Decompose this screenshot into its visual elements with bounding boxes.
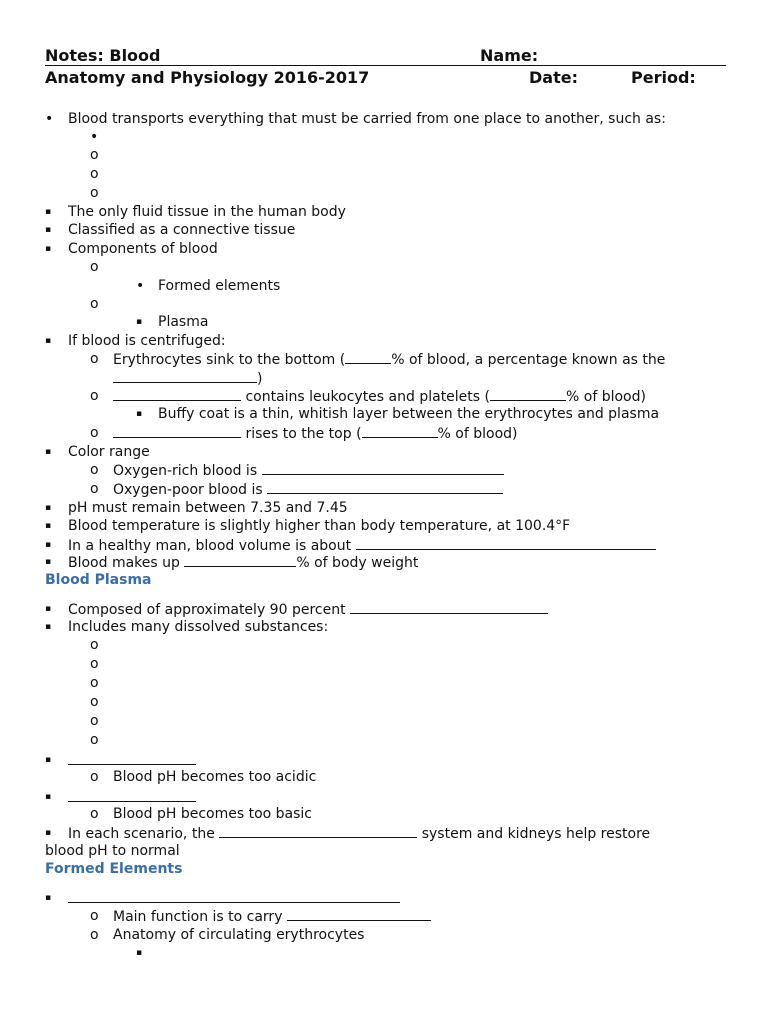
temperature-text: Blood temperature is slightly higher than body temperature, at 100.4°F xyxy=(68,518,571,534)
bullet-circle: o xyxy=(90,927,99,943)
oxygen-poor-line xyxy=(113,480,503,499)
bullet-square: ▪ xyxy=(45,521,52,531)
hematocrit-line xyxy=(113,369,262,388)
bullet-circle: o xyxy=(90,462,99,478)
bullet-circle: o xyxy=(90,694,99,710)
anatomy-text: Anatomy of circulating erythrocytes xyxy=(113,927,365,943)
bullet-square: ▪ xyxy=(45,207,52,217)
formed-elements-heading: Formed Elements xyxy=(45,861,183,877)
bullet-circle: o xyxy=(90,713,99,729)
bullet-square: ▪ xyxy=(45,557,52,567)
fluid-tissue-text: The only fluid tissue in the human body xyxy=(68,204,346,220)
respiratory-blank[interactable] xyxy=(219,824,417,838)
notes-title: Notes: Blood xyxy=(45,46,161,65)
oxygen-poor-blank[interactable] xyxy=(267,480,503,494)
rises-text-2: % of blood) xyxy=(437,426,518,442)
acidic-text: Blood pH becomes too acidic xyxy=(113,769,317,785)
header-underline xyxy=(45,65,726,66)
carry-line xyxy=(113,907,431,926)
erythrocytes-text-2: % of blood, a percentage known as the xyxy=(391,352,666,368)
bullet-square: ▪ xyxy=(136,948,143,958)
body-weight-line xyxy=(68,553,418,572)
course-title: Anatomy and Physiology 2016-2017 xyxy=(45,68,370,87)
erythrocytes-line xyxy=(113,350,665,369)
percent-blank[interactable] xyxy=(490,387,566,401)
centrifuged-text: If blood is centrifuged: xyxy=(68,333,226,349)
close-paren: ) xyxy=(257,371,263,387)
bullet-square: ▪ xyxy=(45,225,52,235)
bullet-square: ▪ xyxy=(136,409,143,419)
ph-text: pH must remain between 7.35 and 7.45 xyxy=(68,500,348,516)
erythrocytes-heading-line xyxy=(68,889,400,908)
bullet-dot: • xyxy=(136,278,145,294)
bullet-circle: o xyxy=(90,351,99,367)
oxygen-rich-line xyxy=(113,461,504,480)
bullet-circle: o xyxy=(90,908,99,924)
erythrocytes-blank[interactable] xyxy=(68,889,400,903)
bullet-square: ▪ xyxy=(45,244,52,254)
oxygen-poor-text: Oxygen-poor blood is xyxy=(113,482,263,498)
bullet-square: ▪ xyxy=(45,604,52,614)
oxygen-rich-text: Oxygen-rich blood is xyxy=(113,463,258,479)
percent-blank[interactable] xyxy=(184,553,296,567)
oxygen-rich-blank[interactable] xyxy=(262,461,504,475)
bullet-circle: o xyxy=(90,637,99,653)
period-label: Period: xyxy=(631,68,696,87)
body-weight-text: Blood makes up xyxy=(68,555,180,571)
leukocytes-text: contains leukocytes and platelets ( xyxy=(245,389,490,405)
bullet-square: ▪ xyxy=(45,893,52,903)
water-blank[interactable] xyxy=(350,600,548,614)
bullet-square: ▪ xyxy=(45,755,52,765)
percent-blank[interactable] xyxy=(345,350,391,364)
volume-blank[interactable] xyxy=(356,536,656,550)
name-label: Name: xyxy=(480,46,539,65)
bullet-circle: o xyxy=(90,296,99,312)
bullet-circle: o xyxy=(90,481,99,497)
bullet-circle: o xyxy=(90,732,99,748)
volume-text: In a healthy man, blood volume is about xyxy=(68,538,352,554)
oxygen-blank[interactable] xyxy=(287,907,431,921)
blood-plasma-heading: Blood Plasma xyxy=(45,572,152,588)
bullet-circle: o xyxy=(90,388,99,404)
scenario-text: In each scenario, the xyxy=(68,826,215,842)
rises-line xyxy=(113,424,518,443)
hematocrit-blank[interactable] xyxy=(113,369,257,383)
leukocytes-line xyxy=(113,387,646,406)
leukocytes-text-2: % of blood) xyxy=(566,389,646,405)
bullet-circle: o xyxy=(90,769,99,785)
scenario-line xyxy=(68,824,650,843)
bullet-dot: • xyxy=(90,129,99,145)
formed-elements-text: Formed elements xyxy=(158,278,281,294)
scenario-text-2: system and kidneys help restore xyxy=(421,826,651,842)
bullet-circle: o xyxy=(90,425,99,441)
bullet-circle: o xyxy=(90,259,99,275)
percent-blank[interactable] xyxy=(362,424,438,438)
bullet-square: ▪ xyxy=(45,447,52,457)
components-text: Components of blood xyxy=(68,241,218,257)
plasma-blank[interactable] xyxy=(113,424,241,438)
body-weight-text-2: % of body weight xyxy=(296,555,419,571)
basic-text: Blood pH becomes too basic xyxy=(113,806,313,822)
transports-text: Blood transports everything that must be carried from one place to another, such as: xyxy=(68,111,666,127)
buffy-coat-blank[interactable] xyxy=(113,387,241,401)
scenario-text-3: blood pH to normal xyxy=(45,843,180,859)
dissolved-text: Includes many dissolved substances: xyxy=(68,619,329,635)
bullet-circle: o xyxy=(90,166,99,182)
bullet-circle: o xyxy=(90,147,99,163)
connective-tissue-text: Classified as a connective tissue xyxy=(68,222,296,238)
bullet-square: ▪ xyxy=(45,622,52,632)
plasma-text: Plasma xyxy=(158,314,209,330)
composed-line xyxy=(68,600,548,619)
bullet-circle: o xyxy=(90,675,99,691)
bullet-square: ▪ xyxy=(136,317,143,327)
bullet-square: ▪ xyxy=(45,336,52,346)
erythrocytes-text: Erythrocytes sink to the bottom ( xyxy=(113,352,346,368)
composed-text: Composed of approximately 90 percent xyxy=(68,602,346,618)
bullet-dot: • xyxy=(45,111,54,127)
bullet-square: ▪ xyxy=(45,503,52,513)
buffy-coat-text: Buffy coat is a thin, whitish layer between the erythrocytes and plasma xyxy=(158,406,660,422)
bullet-square: ▪ xyxy=(45,792,52,802)
carry-text: Main function is to carry xyxy=(113,909,283,925)
bullet-square: ▪ xyxy=(45,828,52,838)
alkalosis-blank[interactable] xyxy=(68,788,196,802)
rises-text: rises to the top ( xyxy=(245,426,362,442)
bullet-circle: o xyxy=(90,806,99,822)
bullet-circle: o xyxy=(90,656,99,672)
acidosis-blank[interactable] xyxy=(68,751,196,765)
bullet-circle: o xyxy=(90,185,99,201)
bullet-square: ▪ xyxy=(45,540,52,550)
date-label: Date: xyxy=(529,68,578,87)
color-range-text: Color range xyxy=(68,444,150,460)
